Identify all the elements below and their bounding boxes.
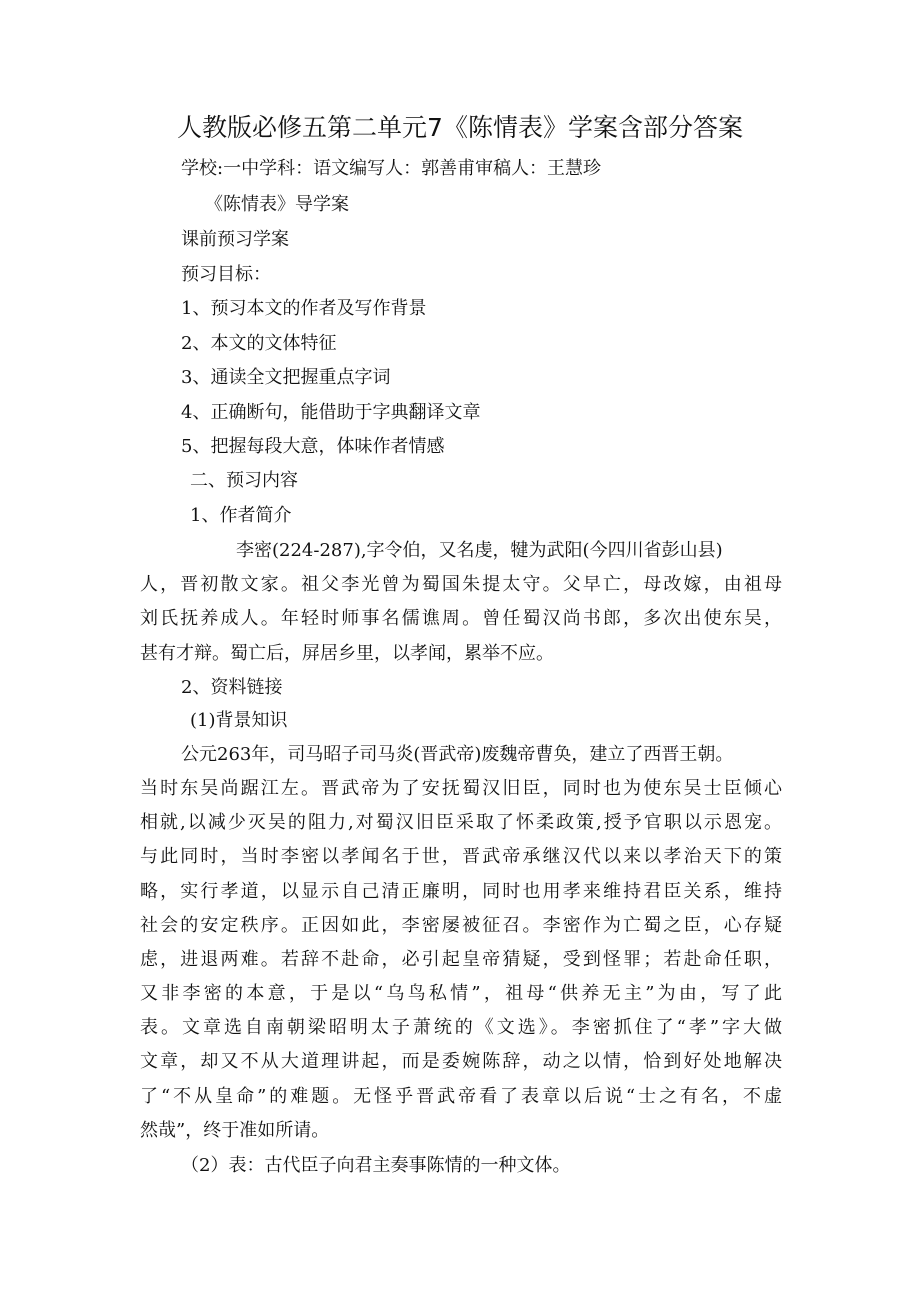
objective-item: 3、通读全文把握重点字词 xyxy=(181,367,391,388)
section-heading-preview: 课前预习学案 xyxy=(181,229,289,250)
background-paragraph-line: 当时东吴尚踞江左。晋武帝为了安抚蜀汉旧臣，同时也为使东吴士臣倾心 xyxy=(140,778,782,799)
objective-item: 1、预习本文的作者及写作背景 xyxy=(181,298,427,319)
background-paragraph-line: 文章，却又不从大道理讲起，而是委婉陈辞，动之以情，恰到好处地解决 xyxy=(140,1051,782,1072)
background-paragraph-line: 表。文章选自南朝梁昭明太子萧统的《文选》。李密抓住了“孝”字大做 xyxy=(140,1017,782,1038)
objective-item: 2、本文的文体特征 xyxy=(181,333,337,354)
objective-item: 4、正确断句，能借助于字典翻译文章 xyxy=(181,402,481,423)
background-paragraph-line: 了“不从皇命”的难题。无怪乎晋武帝看了表章以后说“士之有名，不虚 xyxy=(140,1086,782,1107)
background-paragraph-line: 虑，进退两难。若辞不赴命，必引起皇帝猜疑，受到怪罪；若赴命任职， xyxy=(140,949,782,970)
background-paragraph-line: 略，实行孝道，以显示自己清正廉明，同时也用孝来维持君臣关系，维持 xyxy=(140,881,782,902)
objectives-label: 预习目标： xyxy=(181,264,271,285)
author-paragraph-line: 人，晋初散文家。祖父李光曾为蜀国朱提太守。父早亡，母改嫁，由祖母 xyxy=(140,574,782,595)
background-paragraph-line: 相就,以减少灭吴的阻力,对蜀汉旧臣采取了怀柔政策,授予官职以示恩宠。 xyxy=(140,812,782,833)
background-paragraph-line: 与此同时，当时李密以孝闻名于世，晋武帝承继汉代以来以孝治天下的策 xyxy=(140,846,782,867)
content-heading: 二、预习内容 xyxy=(190,470,298,491)
background-heading: (1)背景知识 xyxy=(190,710,288,731)
genre-definition: （2）表：古代臣子向君主奏事陈情的一种文体。 xyxy=(181,1155,571,1176)
background-paragraph-line: 公元263年，司马昭子司马炎(晋武帝)废魏帝曹奂，建立了西晋王朝。 xyxy=(181,744,734,765)
author-paragraph-line: 刘氏抚养成人。年轻时师事名儒谯周。曾任蜀汉尚书郎，多次出使东吴， xyxy=(140,608,782,629)
author-paragraph-line: 甚有才辩。蜀亡后，屏居乡里，以孝闻，累举不应。 xyxy=(140,643,554,664)
objective-item: 5、把握每段大意，体味作者情感 xyxy=(181,436,445,457)
materials-heading: 2、资料链接 xyxy=(181,677,283,698)
background-paragraph-line: 社会的安定秩序。正因如此，李密屡被征召。李密作为亡蜀之臣，心存疑 xyxy=(140,915,782,936)
document-title: 人教版必修五第二单元7《陈情表》学案含部分答案 xyxy=(177,113,743,142)
background-paragraph-line: 又非李密的本意，于是以“乌鸟私情”，祖母“供养无主”为由，写了此 xyxy=(140,983,782,1004)
author-paragraph-line: 李密(224-287),字令伯，又名虔，犍为武阳(今四川省彭山县) xyxy=(236,540,723,561)
background-paragraph-line: 然哉”，终于准如所请。 xyxy=(140,1120,330,1141)
meta-line: 学校:一中学科：语文编写人：郭善甫审稿人：王慧珍 xyxy=(181,158,602,179)
author-heading: 1、作者简介 xyxy=(190,505,292,526)
doc-heading: 《陈情表》导学案 xyxy=(205,194,349,215)
